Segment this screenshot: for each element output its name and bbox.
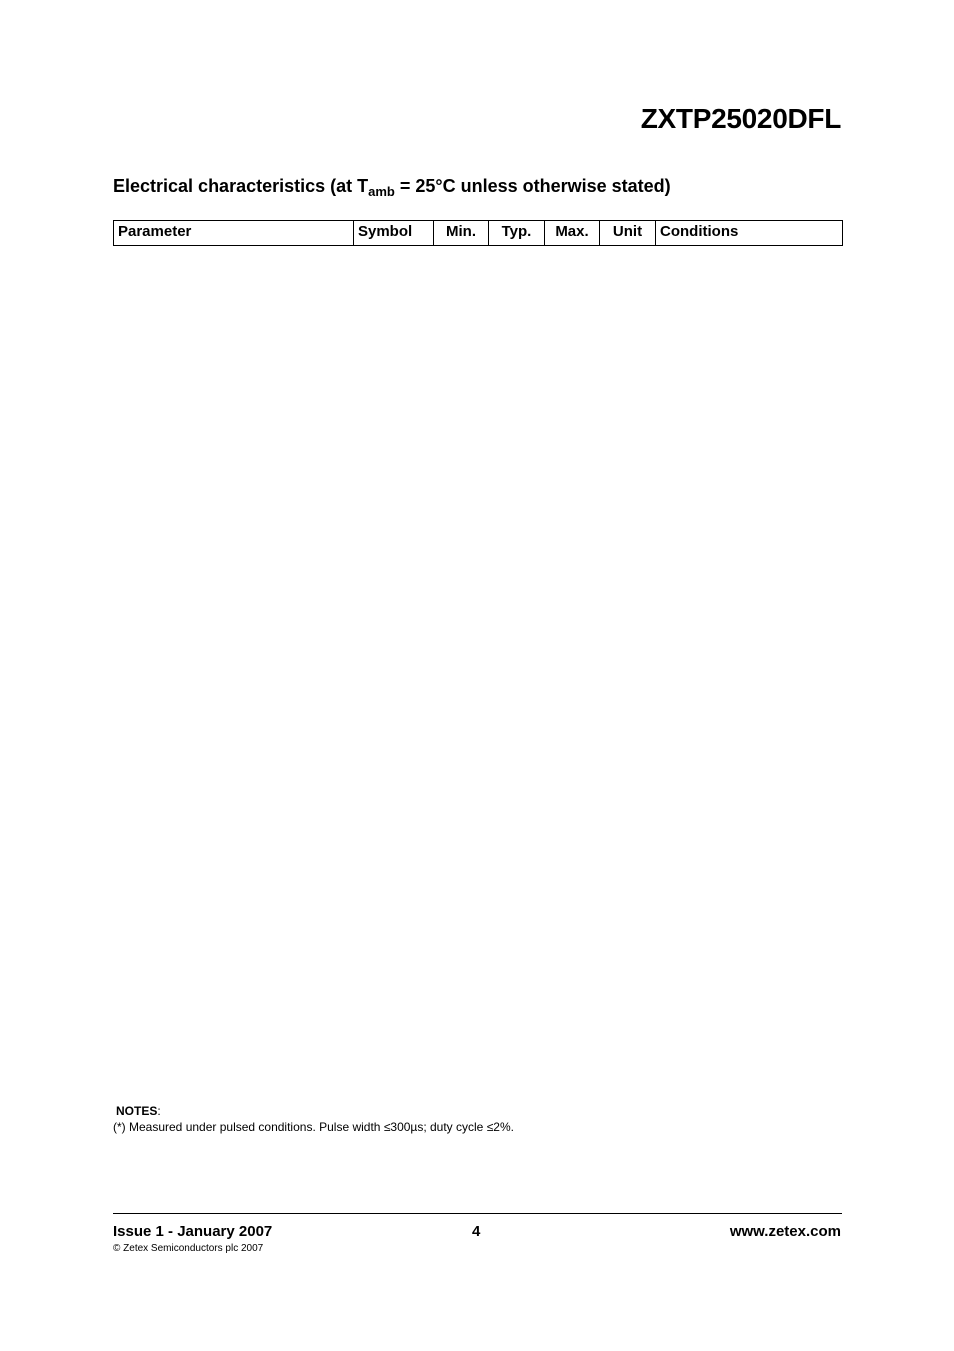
section-heading xyxy=(113,176,671,197)
notes-colon: : xyxy=(157,1104,161,1118)
notes-text: (*) Measured under pulsed conditions. Pulse width ≤300µs; duty cycle ≤2%. xyxy=(113,1120,514,1134)
heading-subscript: amb xyxy=(368,184,395,199)
header-conditions: Conditions xyxy=(656,221,843,246)
footer-page-number: 4 xyxy=(472,1223,481,1240)
footer-website: www.zetex.com xyxy=(729,1223,841,1240)
table-header-row xyxy=(114,221,843,246)
notes-label-text: NOTES xyxy=(116,1104,158,1118)
electrical-characteristics-table xyxy=(113,220,843,246)
part-number: ZXTP25020DFL xyxy=(640,103,841,134)
header-parameter: Parameter xyxy=(114,221,354,246)
header-unit: Unit xyxy=(600,221,656,246)
footer-issue: Issue 1 - January 2007 xyxy=(113,1223,273,1240)
header-typ: Typ. xyxy=(489,221,545,246)
header-min: Min. xyxy=(434,221,489,246)
header-max: Max. xyxy=(545,221,600,246)
header-symbol: Symbol xyxy=(354,221,434,246)
footer-copyright: © Zetex Semiconductors plc 2007 xyxy=(113,1243,264,1254)
heading-prefix: Electrical characteristics (at T xyxy=(113,176,369,196)
notes-label xyxy=(116,1104,161,1118)
footer-divider xyxy=(113,1213,842,1214)
heading-suffix: = 25°C unless otherwise stated) xyxy=(394,176,671,196)
